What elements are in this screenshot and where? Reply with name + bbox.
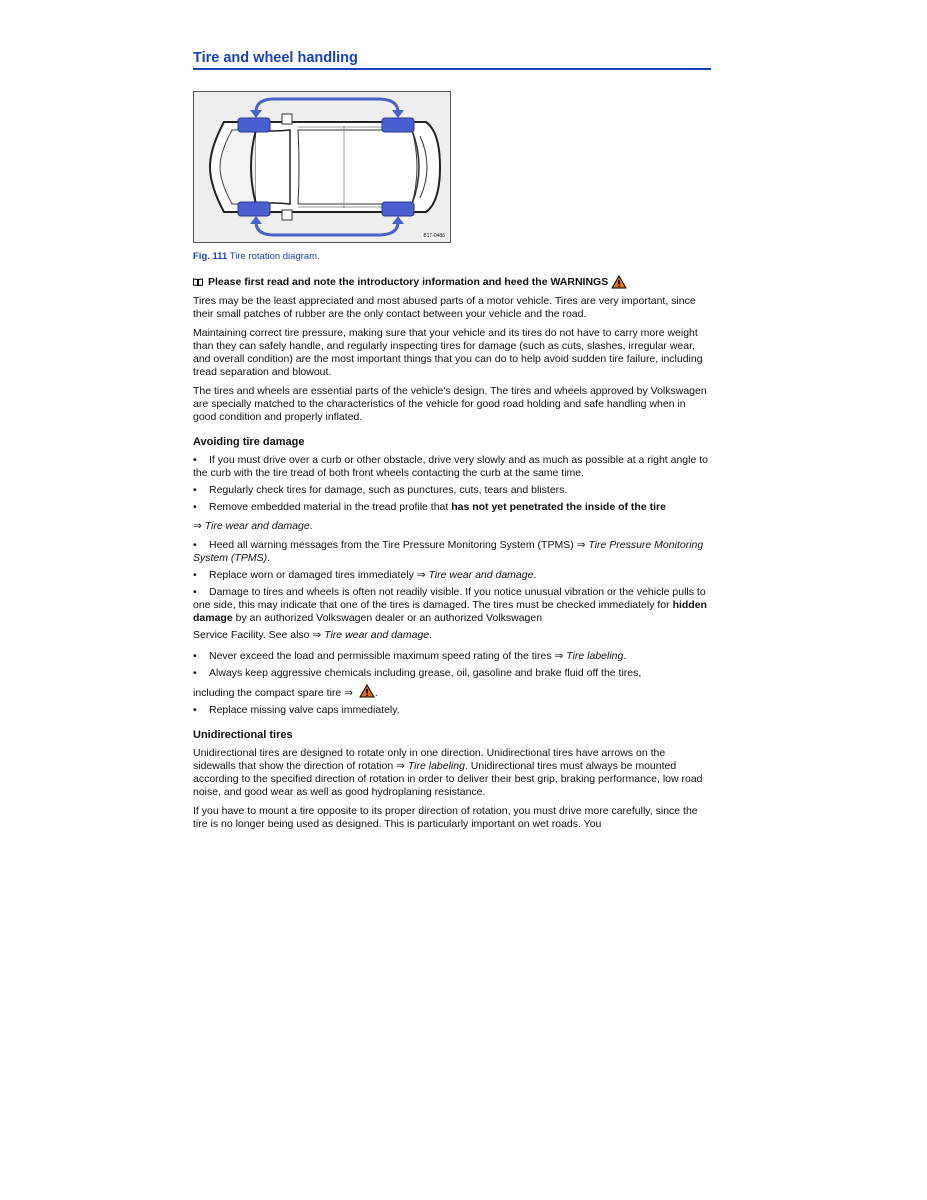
warning-icon[interactable] <box>359 684 375 698</box>
cross-ref-link[interactable]: Tire wear and damage <box>428 569 534 581</box>
page-title: Tire and wheel handling <box>193 50 711 70</box>
figure-code: B1T-0486 <box>423 233 445 239</box>
avoiding-damage-list <box>193 454 711 717</box>
cross-ref-link[interactable]: Tire labeling <box>407 760 465 772</box>
list-item: • Remove embedded material in the tread profile that has not yet penetrated the inside of the tire ⇒ Tire wear and damage. <box>193 501 666 532</box>
list-item-text: Never exceed the load and permissible maximum speed rating of the tires ⇒ <box>209 650 567 662</box>
cross-ref-link[interactable]: Tire wear and damage <box>204 520 310 532</box>
list-item-text: by an authorized Volkswagen dealer or an authorized Volkswagen <box>232 612 543 624</box>
list-item: • If you must drive over a curb or other obstacle, drive very slowly and as much as possible at a right angle to the curb with the tire tread of both front wheels contacting the curb at the same time. <box>193 454 708 479</box>
punctuation: . <box>623 650 627 662</box>
list-item-text: Damage to tires and wheels is often not readily visible. If you notice unusual vibration or the vehicle pulls to one side, this may indicate that one of the tires is damaged. The tires must be checked immediately for <box>193 586 706 611</box>
cross-ref-link[interactable]: Tire wear and damage <box>324 629 430 641</box>
front-right-tire <box>238 202 270 216</box>
list-item-text: Remove embedded material in the tread profile that <box>209 501 452 513</box>
paragraph-text: Unidirectional tires are designed to rotate only in one direction. Unidirectional tires have arrows on the <box>193 747 666 759</box>
figure-caption <box>193 251 711 262</box>
paragraph-text: . Unidirectional tires must always be mounted according to the specified direction of rotation in order to deliver their best grip, braking performance, low road noise, and good wear as well as good hydroplaning resistance. <box>193 760 703 798</box>
intro-text: Please first read and note the introductory information and heed the WARNINGS <box>208 276 609 288</box>
list-item: • Damage to tires and wheels is often not readily visible. If you notice unusual vibration or the vehicle pulls to one side, this may indicate that one of the tires is damaged. The tires must be checked immediately for hidden damage by an authorized Volkswagen dealer or an authorized Volkswagen Service Facility. See also ⇒ Tire wear and damage. <box>193 586 707 641</box>
rear-left-tire <box>382 118 414 132</box>
figure-number: Fig. 111 <box>193 251 228 262</box>
paragraph-1: Tires may be the least appreciated and most abused parts of a motor vehicle. Tires are very important, since their small patches of rubber are the only contact between your vehicle and the road. <box>193 295 696 320</box>
intro-note <box>193 275 711 289</box>
list-item-emphasis: has not yet penetrated the inside of the tire <box>451 501 666 513</box>
warning-icon[interactable] <box>611 275 627 289</box>
car-top-view-illustration <box>194 92 450 242</box>
punctuation: . <box>267 552 271 564</box>
list-item-text: including the compact spare tire ⇒ <box>193 687 356 699</box>
list-item-text: If you must drive over a curb or other obstacle, drive very slowly and as much as possible at a right angle to the curb with the tire tread of both front wheels contacting the curb at the same time. <box>193 454 708 479</box>
page-content <box>193 50 711 831</box>
section-heading-avoiding-damage: Avoiding tire damage <box>193 436 305 448</box>
punctuation: . <box>533 569 537 581</box>
paragraph-text: sidewalls that show the direction of rotation ⇒ <box>193 760 408 772</box>
paragraph-2: Maintaining correct tire pressure, making sure that your vehicle and its tires do not have to carry more weight than they can safely handle, and regularly inspecting tires for damage (such as cuts, slashes, irregular wear, and overall condition) are the most important things that you can do to help avoid sudden tire failure, including tread separation and blowout. <box>193 327 703 378</box>
paragraph-3: The tires and wheels are essential parts of the vehicle's design. The tires and wheels approved by Volkswagen are specially matched to the characteristics of the vehicle for good road holding and safe handling when in good condition and properly inflated. <box>193 385 707 423</box>
list-item-emphasis: hidden damage <box>193 599 707 624</box>
front-left-tire <box>238 118 270 132</box>
list-item: • Replace worn or damaged tires immediately ⇒ Tire wear and damage. <box>193 569 537 581</box>
list-item-text: Service Facility. See also ⇒ <box>193 629 325 641</box>
list-item: • Replace missing valve caps immediately. <box>193 704 400 716</box>
list-item: • Never exceed the load and permissible maximum speed rating of the tires ⇒ Tire labeling. <box>193 650 627 662</box>
book-icon <box>193 278 203 286</box>
punctuation: . <box>309 520 313 532</box>
list-item-text: Replace worn or damaged tires immediately ⇒ <box>209 569 429 581</box>
section-heading-unidirectional: Unidirectional tires <box>193 729 293 741</box>
list-item-text: Regularly check tires for damage, such as punctures, cuts, tears and blisters. <box>209 484 568 496</box>
unidirectional-paragraph-1 <box>193 747 711 799</box>
list-item: • Always keep aggressive chemicals including grease, oil, gasoline and brake fluid off the tires, including the compact spare tire ⇒ . <box>193 667 642 699</box>
list-item: • Regularly check tires for damage, such as punctures, cuts, tears and blisters. <box>193 484 568 496</box>
cross-ref-arrow: ⇒ <box>193 520 205 532</box>
cross-ref-link[interactable]: Tire labeling <box>566 650 624 662</box>
list-item-text: Replace missing valve caps immediately. <box>209 704 400 716</box>
list-item-text: Heed all warning messages from the Tire Pressure Monitoring System (TPMS) ⇒ <box>209 539 589 551</box>
cross-ref-link[interactable]: Tire Pressure Monitoring System (TPMS) <box>193 539 704 564</box>
punctuation: . <box>429 629 433 641</box>
figure-caption-text: Tire rotation diagram. <box>229 251 320 262</box>
rear-right-tire <box>382 202 414 216</box>
tire-rotation-figure <box>193 91 451 243</box>
unidirectional-paragraph-2: If you have to mount a tire opposite to its proper direction of rotation, you must drive more carefully, since the tire is no longer being used as designed. This is particularly important on wet roads. You <box>193 805 698 830</box>
list-item: • Heed all warning messages from the Tire Pressure Monitoring System (TPMS) ⇒ Tire Pressure Monitoring System (TPMS). <box>193 539 704 564</box>
punctuation: . <box>374 687 378 699</box>
list-item-text: Always keep aggressive chemicals including grease, oil, gasoline and brake fluid off the tires, <box>209 667 642 679</box>
